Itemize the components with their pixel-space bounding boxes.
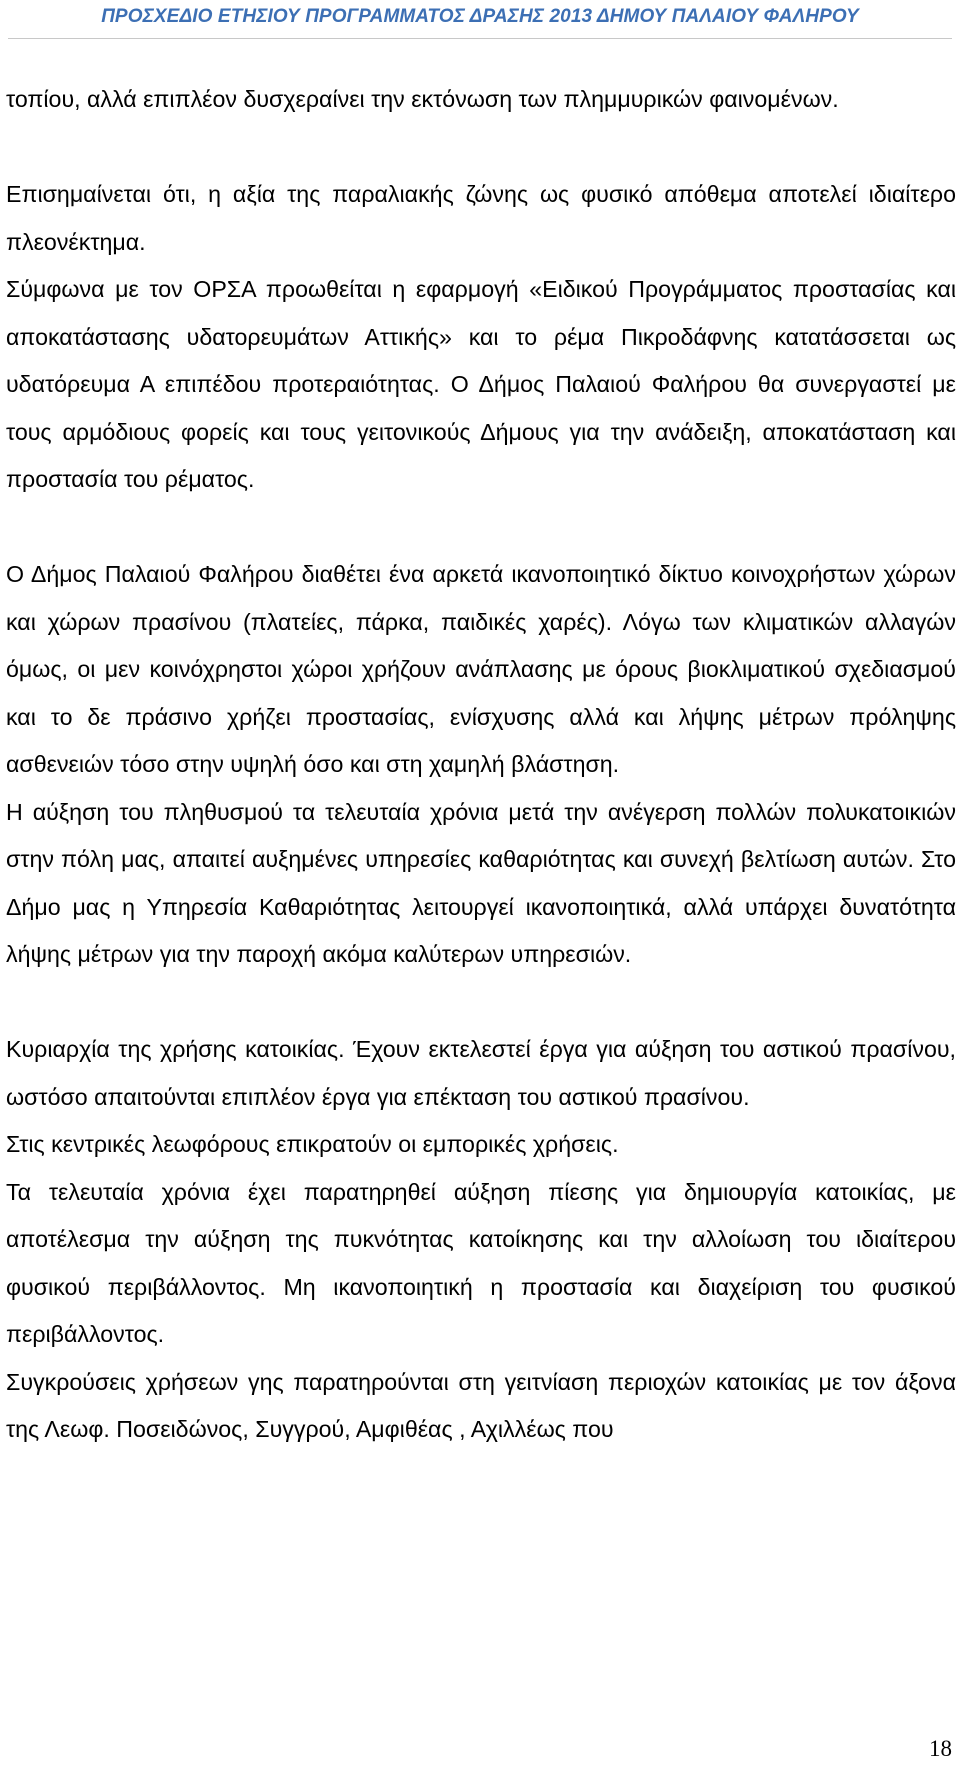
paragraph-cleaning-services: Η αύξηση του πληθυσμού τα τελευταία χρόνια μετά την ανέγερση πολλών πολυκατοικιών στην πόλη μας, απαιτεί αυξημένες υπηρεσίες καθαριότητας και συνεχή βελτίωση αυτών. Στο Δήμο μας η Υπηρεσία Καθαριότητας λειτουργεί ικανοποιητικά, αλλά υπάρχει δυνατότητα λήψης μέτρων για την παροχή ακόμα καλύτερων υπηρεσιών. xyxy=(6,798,956,967)
page-header: ΠΡΟΣΧΕΔΙΟ ΕΤΗΣΙΟΥ ΠΡΟΓΡΑΜΜΑΤΟΣ ΔΡΑΣΗΣ 2013 ΔΗΜΟΥ ΠΑΛΑΙΟΥ ΦΑΛΗΡΟΥ xyxy=(101,6,859,27)
paragraph-land-use-conflicts: Συγκρούσεις χρήσεων γης παρατηρούνται στη γειτνίαση περιοχών κατοικίας με τον άξονα της Λεωφ. Ποσειδώνος, Συγγρού, Αμφιθέας , Αχιλλέως που xyxy=(6,1368,956,1442)
paragraph-flood-continuation: τοπίου, αλλά επιπλέον δυσχεραίνει την εκτόνωση των πλημμυρικών φαινομένων. xyxy=(6,86,839,112)
paragraph-residential-use: Κυριαρχία της χρήσης κατοικίας. Έχουν εκτελεστεί έργα για αύξηση του αστικού πρασίνου, ωστόσο απαιτούνται επιπλέον έργα για επέκταση του αστικού πρασίνου. xyxy=(6,1036,956,1110)
paragraph-orsa-stream: Σύμφωνα με τον ΟΡΣΑ προωθείται η εφαρμογή «Ειδικού Προγράμματος προστασίας και αποκατάστασης υδατορευμάτων Αττικής» και το ρέμα Πικροδάφνης κατατάσσεται ως υδατόρευμα Α επιπέδου προτεραιότητας. Ο Δήμος Παλαιού Φαλήρου θα συνεργαστεί με τους αρμόδιους φορείς και τους γειτονικούς Δήμους για την ανάδειξη, αποκατάσταση και προστασία του ρέματος. xyxy=(6,276,956,492)
paragraph-commercial-use: Στις κεντρικές λεωφόρους επικρατούν οι εμπορικές χρήσεις. xyxy=(6,1131,619,1157)
page-number: 18 xyxy=(929,1736,952,1761)
paragraph-housing-pressure: Τα τελευταία χρόνια έχει παρατηρηθεί αύξηση πίεσης για δημιουργία κατοικίας, με αποτέλεσμα την αύξηση της πυκνότητας κατοίκησης και την αλλοίωση του ιδιαίτερου φυσικού περιβάλλοντος. Μη ικανοποιητική η προστασία και διαχείριση του φυσικού περιβάλλοντος. xyxy=(6,1178,956,1347)
paragraph-green-spaces: Ο Δήμος Παλαιού Φαλήρου διαθέτει ένα αρκετά ικανοποιητικό δίκτυο κοινοχρήστων χώρων και χώρων πρασίνου (πλατείες, πάρκα, παιδικές χαρές). Λόγω των κλιματικών αλλαγών όμως, οι μεν κοινόχρηστοι χώροι χρήζουν ανάπλασης με όρους βιοκλιματικού σχεδιασμού και το δε πράσινο χρήζει προστασίας, ενίσχυσης αλλά και λήψης μέτρων πρόληψης ασθενειών τόσο στην υψηλή όσο και στη χαμηλή βλάστηση. xyxy=(6,561,956,777)
paragraph-coastal-zone: Επισημαίνεται ότι, η αξία της παραλιακής ζώνης ως φυσικό απόθεμα αποτελεί ιδιαίτερο πλεονέκτημα. xyxy=(6,181,956,255)
document-body xyxy=(6,76,956,1454)
header-divider xyxy=(8,38,952,39)
